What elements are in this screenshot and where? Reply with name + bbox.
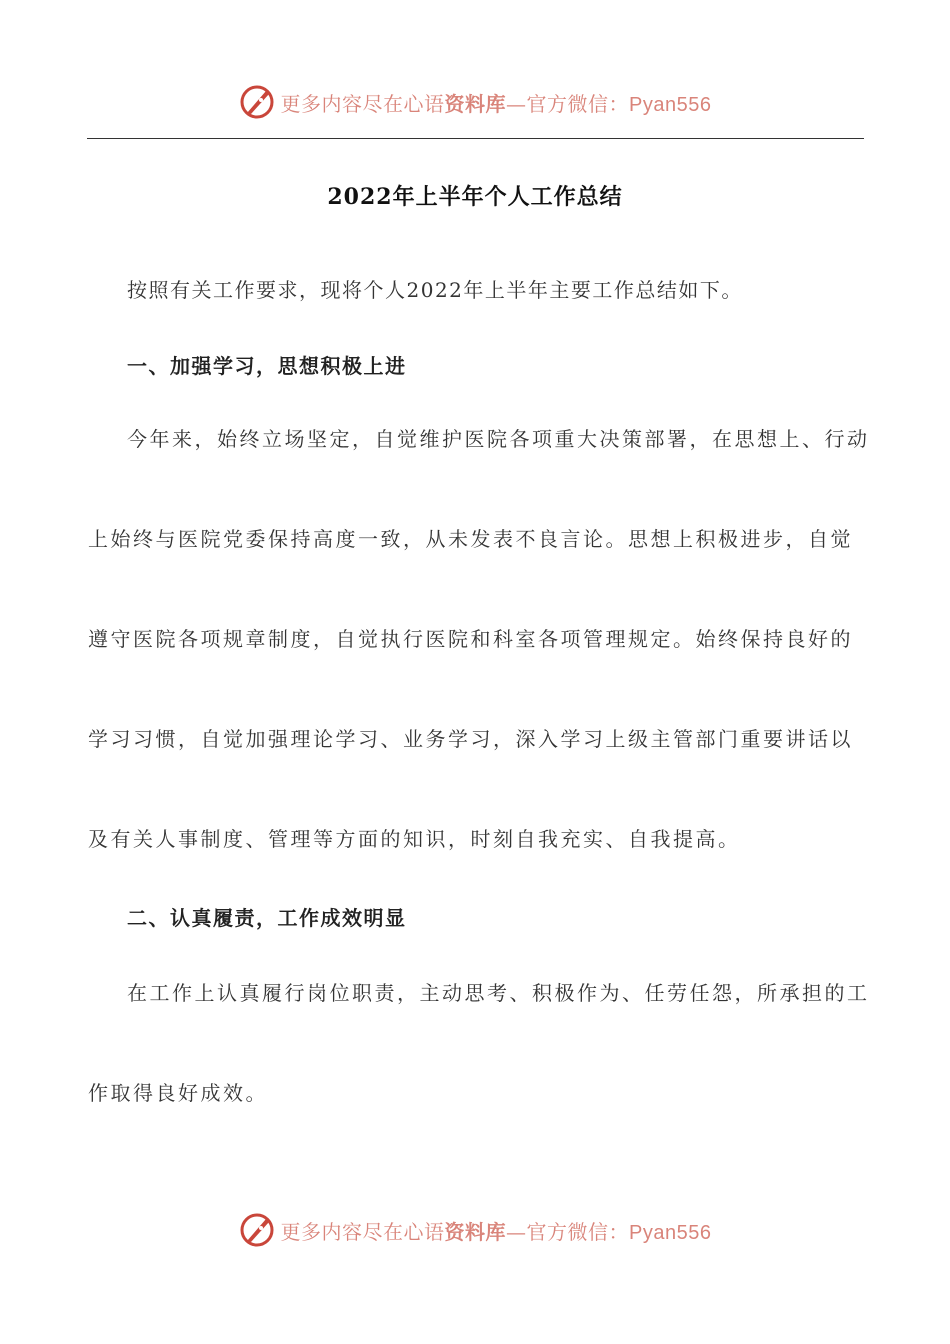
section-heading-1: 一、加强学习，思想积极上进 bbox=[127, 354, 407, 378]
header-divider bbox=[87, 138, 864, 139]
paragraph-line: 作取得良好成效。 bbox=[88, 1081, 268, 1105]
paragraph-line: 学习习惯，自觉加强理论学习、业务学习，深入学习上级主管部门重要讲话以 bbox=[88, 727, 853, 751]
header-watermark bbox=[0, 82, 950, 122]
intro-paragraph: 按照有关工作要求，现将个人2022年上半年主要工作总结如下。 bbox=[127, 278, 743, 302]
paragraph-line: 及有关人事制度、管理等方面的知识，时刻自我充实、自我提高。 bbox=[88, 827, 741, 851]
paragraph-line: 上始终与医院党委保持高度一致，从未发表不良言论。思想上积极进步，自觉 bbox=[88, 527, 853, 551]
watermark-text: 更多内容尽在心语资料库—官方微信：Pyan556 bbox=[280, 1219, 712, 1244]
watermark-text: 更多内容尽在心语资料库—官方微信：Pyan556 bbox=[280, 91, 712, 116]
paragraph-line: 今年来，始终立场坚定，自觉维护医院各项重大决策部署，在思想上、行动 bbox=[127, 427, 870, 451]
paragraph-line: 在工作上认真履行岗位职责，主动思考、积极作为、任劳任怨，所承担的工 bbox=[127, 981, 870, 1005]
section-heading-2: 二、认真履责，工作成效明显 bbox=[127, 906, 407, 930]
document-title: 2022年上半年个人工作总结 bbox=[327, 184, 623, 210]
footer-watermark bbox=[0, 1210, 950, 1250]
quill-logo-icon bbox=[239, 1212, 275, 1248]
section-body-2 bbox=[88, 978, 870, 1178]
section-body-1 bbox=[88, 424, 870, 924]
quill-logo-icon bbox=[239, 84, 275, 120]
paragraph-line: 遵守医院各项规章制度，自觉执行医院和科室各项管理规定。始终保持良好的 bbox=[88, 627, 853, 651]
